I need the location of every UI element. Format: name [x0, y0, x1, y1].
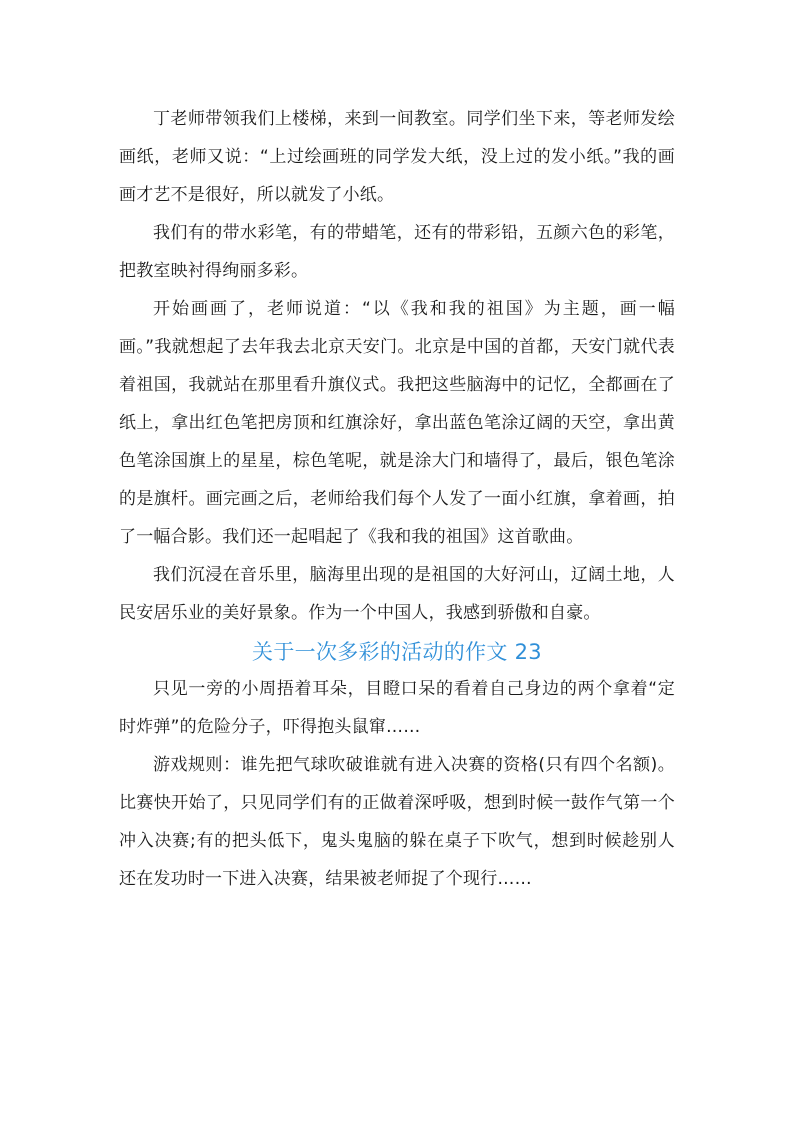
paragraph-music: 我们沉浸在音乐里，脑海里出现的是祖国的大好河山，辽阔土地，人民安居乐业的美好景象。作为一个中国人，我感到骄傲和自豪。	[119, 565, 675, 623]
paragraph-game-rules: 游戏规则：谁先把气球吹破谁就有进入决赛的资格(只有四个名额)。比赛快开始了，只见同学们有的正做着深呼吸，想到时候一鼓作气第一个冲入决赛;有的把头低下，鬼头鬼脑的躲在桌子下吹气，想到时候趁别人还在发功时一下进入决赛，结果被老师捉了个现行……	[119, 755, 675, 889]
paragraph-classroom: 丁老师带领我们上楼梯，来到一间教室。同学们坐下来，等老师发绘画纸，老师又说：“上过绘画班的同学发大纸，没上过的发小纸。”我的画画才艺不是很好，所以就发了小纸。	[119, 109, 675, 205]
essay-heading: 关于一次多彩的活动的作文 23	[252, 640, 542, 664]
paragraph-drawing: 开始画画了，老师说道：“以《我和我的祖国》为主题，画一幅画。”我就想起了去年我去北京天安门。北京是中国的首都，天安门就代表着祖国，我就站在那里看升旗仪式。我把这些脑海中的记忆，全都画在了纸上，拿出红色笔把房顶和红旗涂好，拿出蓝色笔涂辽阔的天空，拿出黄色笔涂国旗上的星星，棕色笔呢，就是涂大门和墙得了，最后，银色笔涂的是旗杆。画完画之后，老师给我们每个人发了一面小红旗，拿着画，拍了一幅合影。我们还一起唱起了《我和我的祖国》这首歌曲。	[119, 299, 675, 547]
paragraph-crayons: 我们有的带水彩笔，有的带蜡笔，还有的带彩铅，五颜六色的彩笔，把教室映衬得绚丽多彩。	[119, 223, 675, 281]
paragraph-xiaozhou: 只见一旁的小周捂着耳朵，目瞪口呆的看着自己身边的两个拿着“定时炸弹”的危险分子，吓得抱头鼠窜……	[119, 679, 675, 737]
document-body	[119, 100, 675, 898]
